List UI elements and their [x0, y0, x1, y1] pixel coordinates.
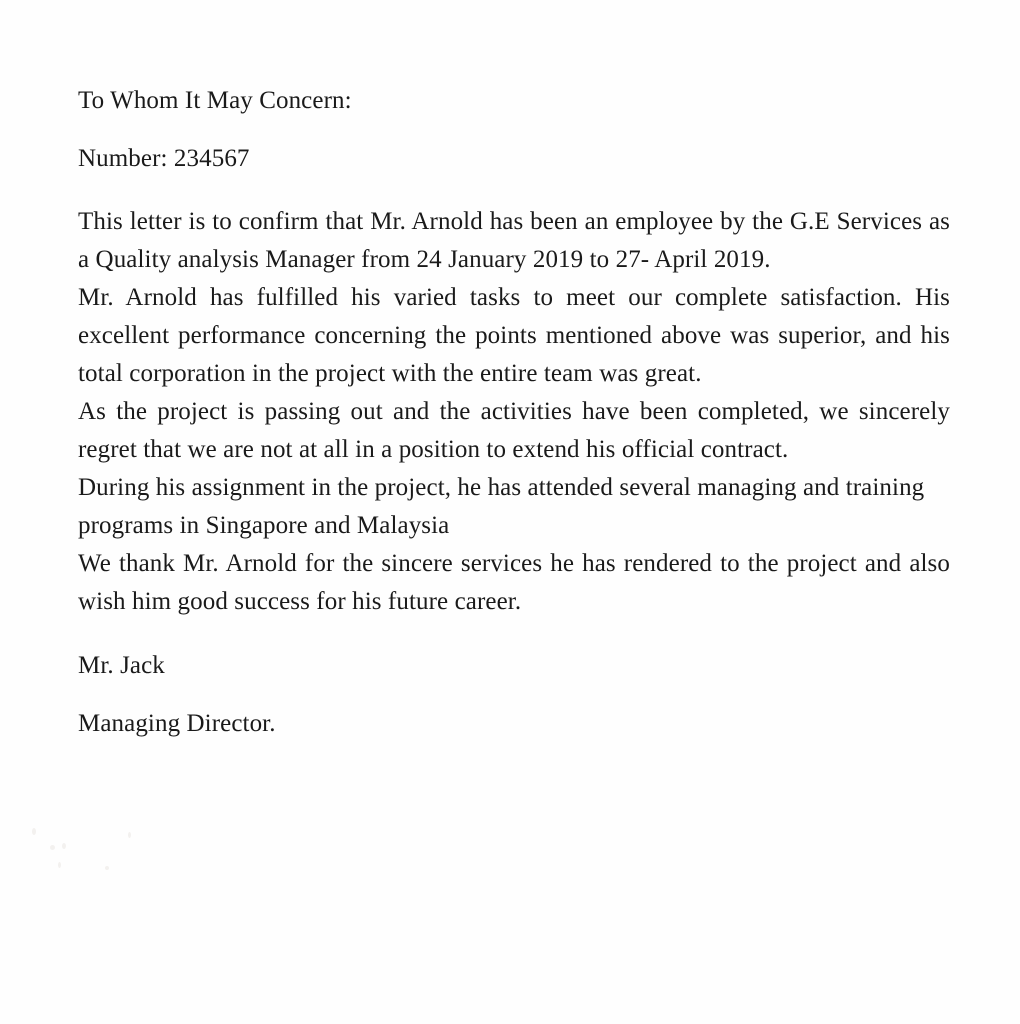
scan-artifact — [32, 828, 36, 835]
paragraph-contract-end: As the project is passing out and the activities have been completed, we sincerely regret that we are not at all in a position to extend his official contract. — [78, 398, 950, 463]
spacer-before-signature — [78, 621, 950, 651]
spacer-before-body — [78, 173, 950, 203]
salutation-line: To Whom It May Concern: — [78, 87, 352, 114]
spacer-after-salutation — [78, 115, 950, 144]
paragraph-confirmation: This letter is to confirm that Mr. Arnold has been an employee by the G.E Services as a Quality analysis Manager from 24 January 2019 to 27- April 2019. — [78, 208, 950, 273]
scan-artifact — [128, 832, 131, 838]
reference-number-line: Number: 234567 — [78, 145, 250, 172]
scan-artifact — [62, 843, 66, 849]
paragraph-performance: Mr. Arnold has fulfilled his varied tasks to meet our complete satisfaction. His excellent performance concerning the points mentioned above was superior, and his total corporation in the project with the entire team was great. — [78, 284, 950, 387]
scan-artifact — [50, 845, 55, 850]
scan-artifact — [58, 862, 61, 868]
letter-content — [78, 86, 950, 738]
scan-artifact — [105, 866, 109, 870]
body-paragraph-stack — [78, 203, 950, 621]
paragraph-thanks: We thank Mr. Arnold for the sincere services he has rendered to the project and also wish him good success for his future career. — [78, 550, 950, 615]
signature-name: Mr. Jack — [78, 652, 165, 679]
paragraph-training: During his assignment in the project, he has attended several managing and training programs in Singapore and Malaysia — [78, 474, 925, 539]
signature-title: Managing Director. — [78, 710, 276, 737]
spacer-within-signature — [78, 680, 950, 709]
